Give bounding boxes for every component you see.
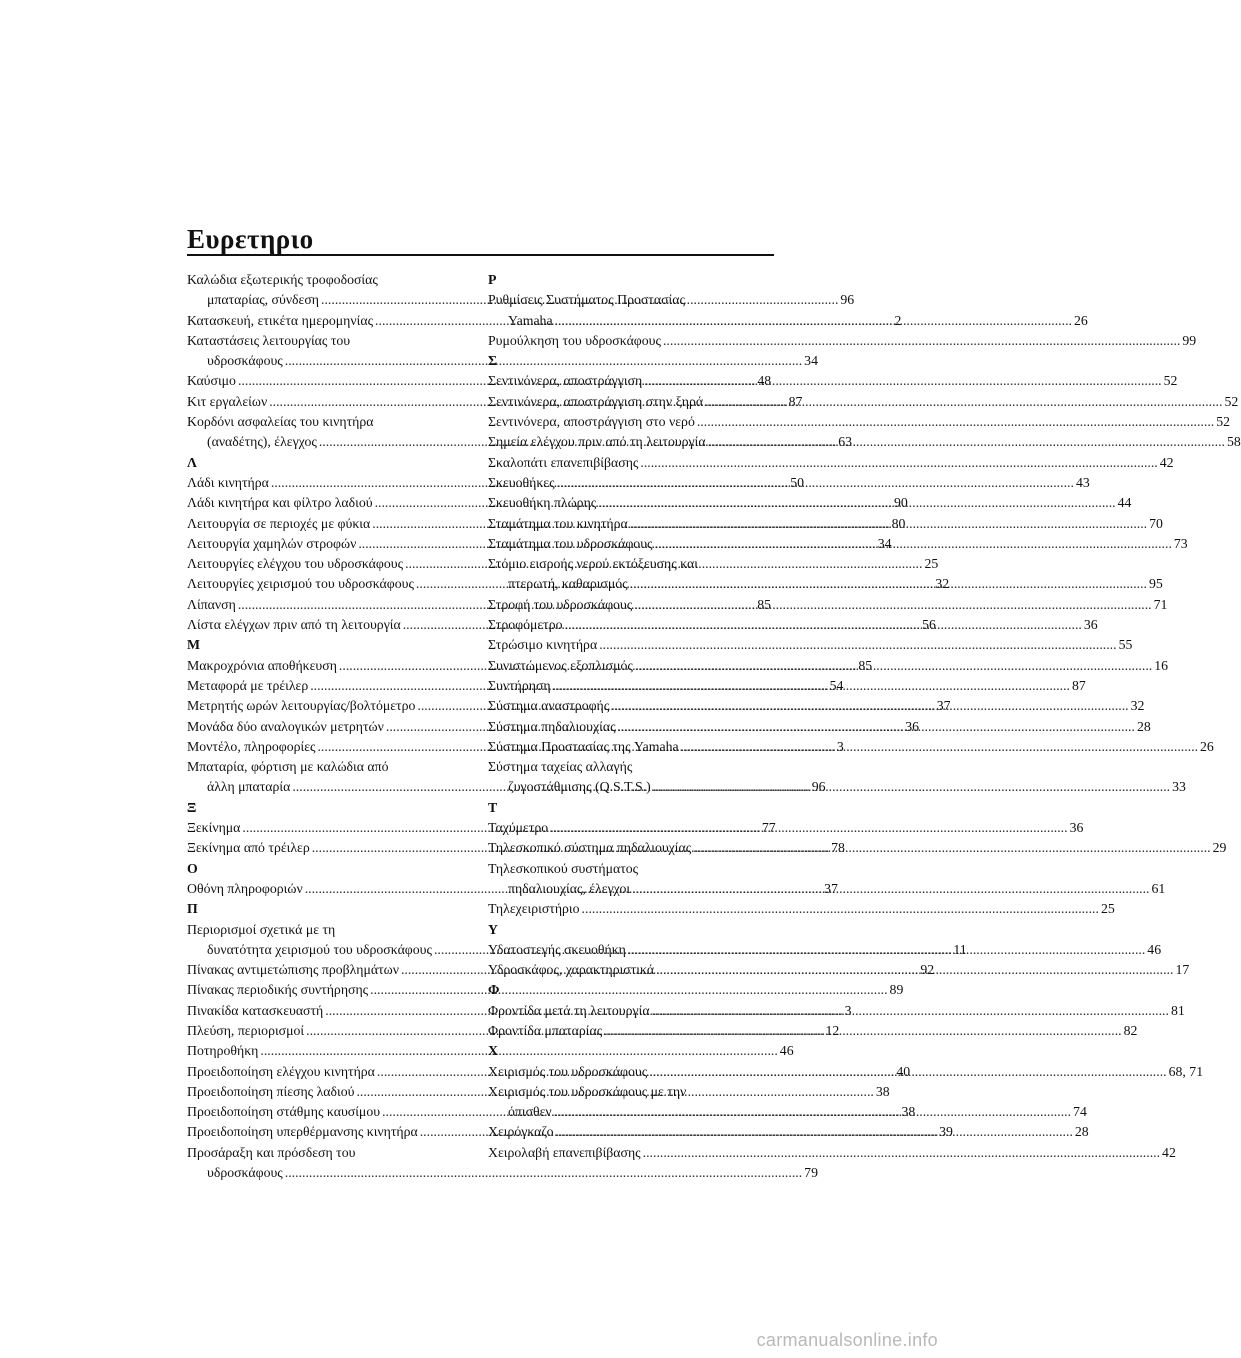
index-page-number: 43	[1075, 474, 1090, 490]
index-entry-label: Προειδοποίηση στάθμης καυσίμου	[187, 1104, 381, 1120]
dot-leader	[652, 1001, 1169, 1021]
dot-leader	[582, 899, 1099, 919]
index-entry-label: Στροφή του υδροσκάφους	[488, 596, 633, 612]
index-page-number: 2	[894, 312, 902, 328]
index-entry-label: Μακροχρόνια αποθήκευση	[187, 657, 337, 673]
index-entry	[488, 1001, 1185, 1021]
index-entry-label: Φροντίδα μπαταρίας	[488, 1022, 603, 1038]
index-entry	[488, 412, 1231, 432]
index-entry	[488, 737, 1214, 757]
index-section-letter: Ο	[187, 860, 198, 876]
index-entry-label: Λειτουργία χαμηλών στροφών	[187, 535, 357, 551]
index-entry-label: Σεντινόνερα, αποστράγγιση στην ξηρά	[488, 393, 704, 409]
index-entry	[488, 453, 1174, 473]
index-entry-label: Λίπανση	[187, 596, 236, 612]
index-page-number: 48	[757, 373, 772, 389]
index-page-number: 25	[1100, 901, 1115, 917]
index-page-number: 85	[757, 596, 771, 612]
index-entry	[488, 899, 1115, 919]
index-entry-label: Σεντινόνερα, αποστράγγιση στο νερό	[488, 414, 695, 430]
index-entry-line: Κορδόνι ασφαλείας του κινητήρα	[187, 414, 374, 430]
index-entry-label: Οθόνη πληροφοριών	[187, 880, 303, 896]
page-title: Ευρετηριο	[187, 224, 314, 254]
index-page-number: 42	[1162, 1144, 1176, 1160]
index-entry-label: Χειρολαβή επανεπιβίβασης	[488, 1144, 641, 1160]
index-entry-label: υδροσκάφους	[207, 1165, 283, 1181]
dot-leader	[693, 838, 1210, 858]
index-section-letter: Χ	[488, 1043, 498, 1059]
index-page-number: 56	[922, 617, 936, 633]
index-entry-label: Σκευοθήκες	[488, 474, 555, 490]
index-page-number: 82	[1123, 1022, 1138, 1038]
index-entry-label: δυνατότητα χειρισμού του υδροσκάφους	[207, 941, 432, 957]
dot-leader	[554, 1102, 1071, 1122]
index-page-number: 68, 71	[1168, 1063, 1204, 1079]
index-entry-line: Μπαταρία, φόρτιση με καλώδια από	[187, 759, 389, 775]
index-page-number: 74	[1073, 1104, 1087, 1120]
index-page-number: 87	[1072, 677, 1086, 693]
index-entry-label: Κιτ εργαλείων	[187, 393, 268, 409]
index-page-number: 32	[935, 576, 950, 592]
index-entry-line: Καταστάσεις λειτουργίας του	[187, 332, 351, 348]
dot-leader	[655, 534, 1172, 554]
index-page-number: 33	[1172, 779, 1186, 795]
index-page-number: 34	[877, 535, 892, 551]
dot-leader	[634, 595, 1151, 615]
dot-leader	[556, 1122, 1073, 1142]
index-entry-label: Προειδοποίηση υπερθέρμανσης κινητήρα	[187, 1124, 418, 1140]
index-page-number: 42	[1159, 454, 1174, 470]
index-entry	[488, 818, 1084, 838]
index-entry-label: Ποτηροθήκη	[187, 1043, 259, 1059]
index-entry	[187, 980, 904, 1000]
index-entry-label: Λάδι κινητήρα	[187, 474, 269, 490]
dot-leader	[550, 818, 1067, 838]
dot-leader	[697, 412, 1214, 432]
index-entry-label: Χειρισμός του υδροσκάφους	[488, 1063, 648, 1079]
index-entry-label: Κατασκευή, ετικέτα ημερομηνίας	[187, 312, 374, 328]
index-page-number: 61	[1151, 880, 1166, 896]
index-entry-label: Σεντινόνερα, αποστράγγιση	[488, 373, 643, 389]
index-entry-label: Σύστημα αναστροφής	[488, 698, 610, 714]
index-entry-label: Προειδοποίηση ελέγχου κινητήρα	[187, 1063, 375, 1079]
index-page-number: 92	[920, 962, 935, 978]
index-section-letter: Σ	[488, 353, 498, 369]
index-entry-label: Σταμάτημα του υδροσκάφους	[488, 535, 653, 551]
index-page-number: 80	[891, 515, 906, 531]
index-section-letter: Φ	[488, 982, 500, 998]
index-entry-label: Πίνακας περιοδικής συντήρησης	[187, 982, 369, 998]
index-page-number: 26	[1200, 738, 1214, 754]
index-entry-label: Λίστα ελέγχων πριν από τη λειτουργία	[187, 617, 401, 633]
index-page-number: 36	[905, 718, 920, 734]
index-page-number: 77	[761, 820, 776, 836]
index-entry-label: ζυγοστάθμισης (Q.S.T.S.)	[508, 779, 651, 795]
index-page-number: 89	[889, 982, 904, 998]
index-entry-label: Ξεκίνημα	[187, 820, 241, 836]
dot-leader	[599, 635, 1116, 655]
index-entry-label: Τηλεχειριστήριο	[488, 901, 580, 917]
index-entry-label: (αναδέτης), έλεγχος	[207, 434, 317, 450]
index-page-number: 38	[901, 1104, 916, 1120]
index-page-number: 85	[858, 657, 873, 673]
title-rule	[187, 254, 774, 256]
dot-leader	[604, 1021, 1121, 1041]
index-entry-line: Περιορισμοί σχετικά με τη	[187, 921, 336, 937]
index-page-number: 90	[893, 495, 908, 511]
index-entry	[187, 351, 818, 371]
index-page-number: 46	[1147, 941, 1162, 957]
index-section-letter: Ξ	[187, 799, 197, 815]
watermark: carmanualsonline.info	[756, 1330, 938, 1350]
index-page-number: 36	[1083, 617, 1098, 633]
index-entry-label: Λάδι κινητήρα και φίλτρο λαδιού	[187, 495, 373, 511]
index-page-number: 29	[1212, 840, 1227, 856]
dot-leader	[644, 371, 1161, 391]
index-page-number: 71	[1153, 596, 1168, 612]
index-page-number: 11	[953, 941, 967, 957]
index-entry-label: άλλη μπαταρία	[207, 779, 291, 795]
index-page-number: 55	[1118, 637, 1133, 653]
dot-leader	[635, 656, 1152, 676]
dot-leader	[557, 473, 1074, 493]
dot-leader	[630, 514, 1147, 534]
index-entry-label: Πλεύση, περιορισμοί	[187, 1022, 305, 1038]
dot-leader	[649, 1062, 1166, 1082]
index-page-number: 26	[1073, 312, 1088, 328]
index-section-letter: Τ	[488, 799, 498, 815]
index-entry-label: πηδαλιουχίας, έλεγχοι	[508, 880, 631, 896]
index-page-number: 40	[896, 1063, 911, 1079]
index-page-number: 73	[1173, 535, 1188, 551]
index-page-number: 3	[844, 1002, 852, 1018]
index-page-number: 96	[840, 292, 855, 308]
index-page-number: 28	[1136, 718, 1151, 734]
index-entry-label: Στρώσιμο κινητήρα	[488, 637, 598, 653]
index-entry-label: Καύσιμο	[187, 373, 236, 389]
index-entry-line: Στόμιο εισροής νερού εκτόξευσης και	[488, 556, 698, 572]
index-entry-label: Μεταφορά με τρέιλερ	[187, 677, 309, 693]
index-page-number: 96	[811, 779, 826, 795]
index-entry-label: υδροσκάφους	[207, 353, 283, 369]
index-entry-label: Ξεκίνημα από τρέιλερ	[187, 840, 310, 856]
index-page-number: 50	[790, 474, 805, 490]
index-page-number: 32	[1130, 698, 1145, 714]
index-entry-label: Πινακίδα κατασκευαστή	[187, 1002, 324, 1018]
index-page-number: 38	[875, 1083, 890, 1099]
index-entry	[488, 311, 1088, 331]
index-section-letter: Υ	[488, 921, 498, 937]
index-page-number: 39	[939, 1124, 953, 1140]
index-page-number: 52	[1216, 414, 1231, 430]
index-page-number: 37	[936, 698, 951, 714]
index-entry-label: Χειρόγκαζο	[488, 1124, 554, 1140]
index-entry-label: Λειτουργίες ελέγχου του υδροσκάφους	[187, 556, 404, 572]
index-entry-label: Yamaha	[508, 312, 553, 328]
index-entry-label: Σημεία ελέγχου πριν από τη λειτουργία	[488, 434, 706, 450]
index-entry-label: Ταχύμετρο	[488, 820, 549, 836]
index-entry-label: Σύστημα πηδαλιουχίας	[488, 718, 616, 734]
index-entry	[488, 595, 1168, 615]
index-page-number: 58	[1226, 434, 1241, 450]
index-section-letter: Λ	[187, 454, 197, 470]
index-page-number: 44	[1117, 495, 1132, 511]
index-page-number: 87	[788, 393, 803, 409]
index-entry	[187, 1041, 794, 1061]
dot-leader	[681, 737, 1198, 757]
index-page-number: 78	[831, 840, 845, 856]
dot-leader	[618, 717, 1135, 737]
index-entry-label: μπαταρίας, σύνδεση	[207, 292, 320, 308]
index-page-number: 54	[829, 677, 844, 693]
index-page-number: 3	[836, 738, 844, 754]
index-entry	[187, 1163, 818, 1183]
index-entry-label: Σταμάτημα του κινητήρα	[488, 515, 628, 531]
index-page-number: 12	[825, 1022, 840, 1038]
index-entry-label: όπισθεν	[508, 1104, 552, 1120]
index-entry-label: Φροντίδα μετά τη λειτουργία	[488, 1002, 650, 1018]
dot-leader	[663, 331, 1180, 351]
index-entry-label: Μετρητής ωρών λειτουργίας/βολτόμετρο	[187, 698, 416, 714]
dot-leader	[653, 777, 1170, 797]
index-entry	[488, 371, 1178, 391]
index-entry-line: Προσάραξη και πρόσδεση του	[187, 1144, 356, 1160]
index-entry-label: Συνιστώμενος εξοπλισμός	[488, 657, 633, 673]
index-entry-label: Λειτουργίες χειρισμού του υδροσκάφους	[187, 576, 414, 592]
dot-leader	[632, 879, 1149, 899]
index-page-number: 52	[1224, 393, 1239, 409]
index-page-number: 25	[924, 556, 939, 572]
index-page-number: 52	[1163, 373, 1178, 389]
index-entry-label: Υδατοστεγής σκευοθήκη	[488, 941, 626, 957]
index-entry-label: Στροφόμετρο	[488, 617, 563, 633]
index-entry-label: Πίνακας αντιμετώπισης προβλημάτων	[187, 962, 399, 978]
index-entry-label: Υδροσκάφος, χαρακτηριστικά	[488, 962, 655, 978]
dot-leader	[285, 1163, 802, 1183]
index-entry-label: Μονάδα δύο αναλογικών μετρητών	[187, 718, 384, 734]
dot-leader	[555, 311, 1072, 331]
dot-leader	[656, 960, 1173, 980]
index-page-number: 34	[804, 353, 818, 369]
index-entry-label: Μοντέλο, πληροφορίες	[187, 738, 316, 754]
index-entry	[488, 331, 1197, 351]
index-entry-line: Ρυθμίσεις Συστήματος Προστασίας	[488, 292, 685, 308]
index-section-letter: Μ	[187, 637, 201, 653]
index-page-number: 36	[1069, 820, 1084, 836]
index-entry-label: Συντήρηση	[488, 677, 551, 693]
dot-leader	[598, 493, 1115, 513]
index-entry-label: Σκαλοπάτι επανεπιβίβασης	[488, 454, 639, 470]
index-page-number: 17	[1175, 962, 1190, 978]
dot-leader	[565, 615, 1082, 635]
dot-leader	[553, 676, 1070, 696]
index-page-number: 81	[1170, 1002, 1185, 1018]
index-section-letter: Ρ	[488, 272, 497, 287]
index-entry-line: Σύστημα ταχείας αλλαγής	[488, 759, 633, 775]
index-page-number: 63	[838, 434, 853, 450]
index-page-number: 95	[1149, 576, 1163, 592]
index-page-number: 79	[804, 1165, 818, 1181]
index-page-number: 37	[824, 880, 838, 896]
index-entry-label: Σύστημα Προστασίας της Yamaha	[488, 738, 679, 754]
index-page-number: 16	[1154, 657, 1169, 673]
dot-leader	[628, 940, 1145, 960]
dot-leader	[640, 453, 1157, 473]
index-entry	[488, 1143, 1176, 1163]
index-page-number: 70	[1149, 515, 1163, 531]
dot-leader	[611, 696, 1128, 716]
index-page-number: 28	[1074, 1124, 1089, 1140]
index-entry-label: Ρυμούλκηση του υδροσκάφους	[488, 332, 661, 348]
index-page-number: 46	[779, 1043, 794, 1059]
index-entry-label: Προειδοποίηση πίεσης λαδιού	[187, 1083, 355, 1099]
index-entry-label: Σκευοθήκη πλώρης	[488, 495, 597, 511]
index-entry-line: Χειρισμός του υδροσκάφους με την	[488, 1083, 687, 1099]
index-entry-line: Τηλεσκοπικού συστήματος	[488, 860, 639, 876]
dot-leader	[630, 574, 1147, 594]
dot-leader	[643, 1143, 1160, 1163]
index-entry-line: Καλώδια εξωτερικής τροφοδοσίας	[187, 272, 378, 287]
index-entry-label: Λειτουργία σε περιοχές με φύκια	[187, 515, 371, 531]
index-entry-label: Τηλεσκοπικό σύστημα πηδαλιουχίας	[488, 840, 692, 856]
dot-leader	[705, 392, 1222, 412]
index-entry	[488, 635, 1133, 655]
index-page-number: 99	[1182, 332, 1197, 348]
index-entry-label: πτερωτή, καθαρισμός	[508, 576, 628, 592]
index-section-letter: Π	[187, 901, 198, 917]
dot-leader	[708, 432, 1225, 452]
